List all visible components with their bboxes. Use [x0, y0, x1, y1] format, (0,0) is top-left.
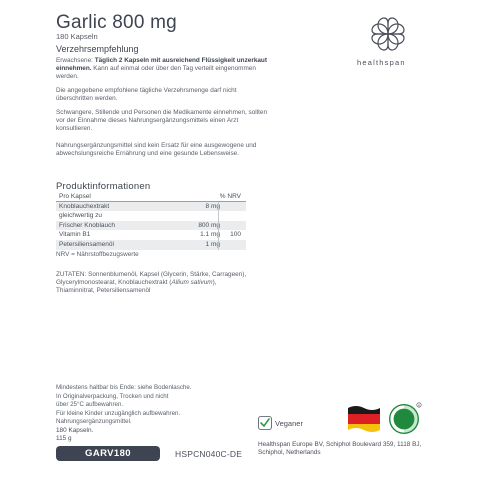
col-nrv: % NRV [219, 193, 241, 200]
table-header-row [56, 192, 246, 202]
ingredients-text-2: ), Thiaminnitrat, Petersiliensamenöl [56, 279, 217, 295]
row-nutrient: gleichwertig zu [59, 212, 102, 220]
storage-conditions: In Originalverpackung, Trocken und nicht über 25°C aufbewahren. [56, 393, 169, 408]
row-nutrient: Vitamin B1 [59, 231, 91, 239]
brand-name: healthspan [357, 58, 406, 67]
healthspan-logo-icon [368, 14, 408, 54]
row-amount: 1 mg [205, 240, 220, 248]
dosage-intro: Erwachsene: [56, 57, 95, 64]
supplement-label: Nahrungsergänzungsmittel. [56, 418, 132, 425]
product-info-heading: Produktinformationen [56, 181, 151, 192]
manufacturer-address: Healthspan Europe BV, Schiphol Boulevard 359, 1118 BJ, Schiphol, Netherlands [258, 441, 422, 457]
row-nutrient: Frischer Knoblauch [59, 221, 115, 229]
vegan-check-icon [258, 416, 272, 430]
nrv-note: NRV = Nährstoffbezugswerte [56, 251, 139, 258]
secondary-code: HSPCN040C-DE [175, 449, 243, 459]
vegan-label: Veganer [275, 419, 303, 428]
net-weight: 115 g [56, 435, 72, 442]
dosage-paragraph-1 [56, 57, 271, 82]
ingredients [56, 271, 256, 296]
german-flag-icon [347, 402, 381, 436]
child-warning: Für kleine Kinder unzugänglich aufbewahren. [56, 410, 181, 417]
ingredients-text-1: Sonnenblumenöl, Kapsel (Glycerin, Stärke, Carrageen), Glycerylmonostearat, Knoblauchextrakt ( [56, 271, 247, 287]
row-amount: 1.1 mg [200, 231, 220, 239]
nutrition-table [56, 192, 246, 250]
ingredients-latin-name: Allium sativum [171, 279, 213, 287]
product-code-badge: GARV180 [56, 446, 160, 461]
dosage-paragraph-2: Die angegebene empfohlene tägliche Verzehrsmenge darf nicht überschritten werden. [56, 87, 237, 103]
row-nrv: 100 [230, 231, 241, 239]
capsule-count: 180 Kapseln. [56, 427, 94, 434]
dosage-rest: Kann auf einmal oder über den Tag verteilt eingenommen werden. [56, 65, 256, 81]
product-title: Garlic 800 mg [56, 12, 177, 33]
dosage-heading: Verzehrsempfehlung [56, 44, 139, 54]
row-nutrient: Petersiliensamenöl [59, 240, 114, 248]
dosage-bold: Täglich 2 Kapseln mit ausreichend Flüssigkeit unzerkaut einnehmen. [56, 57, 267, 73]
best-before: Mindestens haltbar bis Ende: siehe Bodenlasche. [56, 384, 192, 391]
svg-text:R: R [417, 403, 421, 408]
row-amount: 800 mg [198, 221, 220, 229]
table-divider [218, 202, 219, 250]
ingredients-label: ZUTATEN: [56, 271, 87, 278]
dosage-paragraph-4: Nahrungsergänzungsmittel sind kein Ersatz für eine ausgewogene und abwechslungsreiche Ernährung und eine gesunde Lebensweise. [56, 142, 257, 158]
row-nutrient: Knoblauchextrakt [59, 202, 110, 210]
product-subtitle: 180 Kapseln [56, 32, 98, 41]
green-dot-recycling-icon [387, 400, 423, 436]
col-per-capsule: Pro Kapsel [59, 193, 91, 200]
dosage-paragraph-3: Schwangere, Stillende und Personen die Medikamente einnehmen, sollten vor der Einnahme dieses Nahrungsergänzungsmittels einen Arzt konsultieren. [56, 109, 268, 133]
row-amount: 8 mg [205, 202, 220, 210]
